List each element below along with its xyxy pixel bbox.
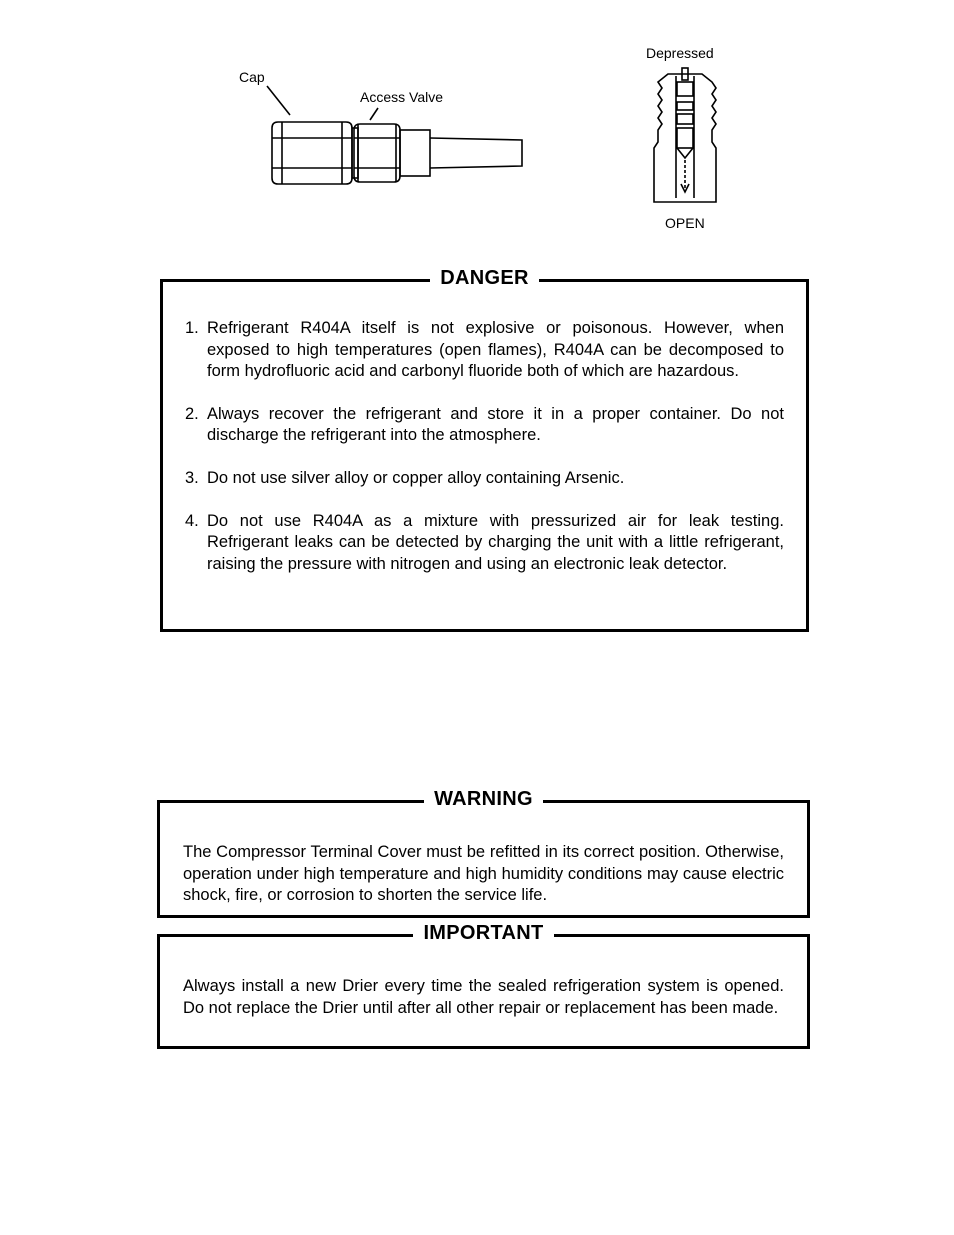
danger-item-number: 3. xyxy=(185,468,199,487)
danger-title-wrapper xyxy=(163,267,806,290)
access-valve-fitting-diagram xyxy=(230,80,540,195)
danger-list xyxy=(185,318,784,596)
access-valve-label: Access Valve xyxy=(360,89,443,105)
danger-item-text: Do not use R404A as a mixture with pressurized air for leak testing. Refrigerant leaks can be detected by charging the unit with a little refrigerant, raising the pressure with nitrogen and using an electronic leak detector. xyxy=(207,511,784,573)
cap-label: Cap xyxy=(239,69,265,85)
valve-core-open-diagram xyxy=(650,62,725,210)
important-title: IMPORTANT xyxy=(413,922,553,944)
danger-item-text: Refrigerant R404A itself is not explosive or poisonous. However, when exposed to high temperatures (open flames), R404A can be decomposed to form hydrofluoric acid and carbonyl fluoride both of which are hazardous. xyxy=(207,319,784,381)
warning-text: The Compressor Terminal Cover must be refitted in its correct position. Otherwise, operation under high temperature and high humidity conditions may cause electric shock, fire, or corrosion to shorten the service life. xyxy=(183,843,784,905)
danger-item-number: 1. xyxy=(185,319,199,337)
depressed-label: Depressed xyxy=(646,45,714,61)
important-title-wrapper xyxy=(160,922,807,945)
important-text: Always install a new Drier every time the sealed refrigeration system is opened. Do not replace the Drier until after all other repair or replacement has been made. xyxy=(183,977,784,1017)
danger-item-3 xyxy=(185,468,784,490)
danger-item-2 xyxy=(185,404,784,447)
warning-title-wrapper xyxy=(160,788,807,811)
open-label: OPEN xyxy=(665,215,705,231)
warning-box xyxy=(157,788,810,918)
danger-item-1 xyxy=(185,318,784,383)
important-box xyxy=(157,922,810,1049)
danger-item-text: Always recover the refrigerant and store it in a proper container. Do not discharge the refrigerant into the atmosphere. xyxy=(207,404,784,445)
danger-item-text: Do not use silver alloy or copper alloy containing Arsenic. xyxy=(207,468,625,487)
danger-box xyxy=(160,267,809,632)
danger-item-4 xyxy=(185,511,784,576)
danger-item-number: 4. xyxy=(185,511,199,530)
danger-title: DANGER xyxy=(430,267,538,289)
warning-title: WARNING xyxy=(424,788,543,810)
danger-item-number: 2. xyxy=(185,404,199,423)
